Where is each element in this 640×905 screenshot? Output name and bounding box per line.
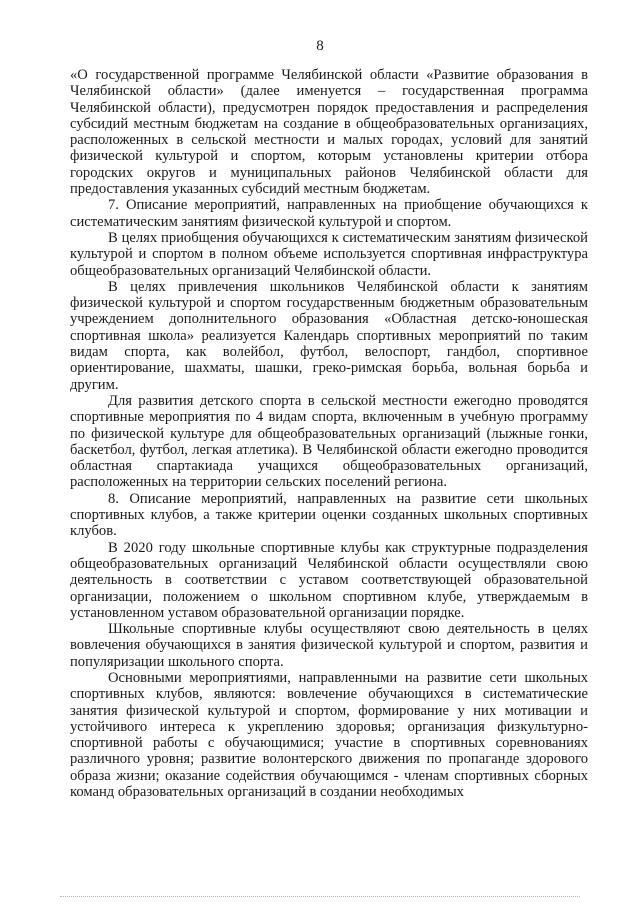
paragraph-clubs-2020: В 2020 году школьные спортивные клубы как структурные подразделения общеобразовательных организаций Челябинской области осуществляли свою деятельность в соответствии с уставом соответствующей образовательной организации, положением о школьном спортивном клубе, утверждаемым в установленном уставом образовательной организации порядке.: [70, 539, 588, 621]
paragraph-main-activities: Основными мероприятиями, направленными на развитие сети школьных спортивных клубов, являются: вовлечение обучающихся в систематические занятия физической культурой и спортом, формирование у них мотивации и устойчивого интереса к укреплению здоровья; организация физкультурно-спортивной работы с обучающимися; участие в спортивных соревнованиях различного уровня; развитие волонтерского движения по пропаганде здорового образа жизни; оказание содействия обучающимся - членам спортивных сборных команд образовательных организаций в создании необходимых: [70, 669, 588, 801]
paragraph-sports-calendar: В целях привлечения школьников Челябинской области к занятиям физической культурой и спортом государственным бюджетным образовательным учреждением дополнительного образования «Областная детско-юношеская спортивная школа» реализуется Календарь спортивных мероприятий по таким видам спорта, как волейбол, футбол, велоспорт, гандбол, спортивное ориентирование, шахматы, шашки, греко-римская борьба, вольная борьба и другим.: [70, 278, 588, 393]
paragraph-rural-sports: Для развития детского спорта в сельской местности ежегодно проводятся спортивные мероприятия по 4 видам спорта, включенным в учебную программу по физической культуре для общеобразовательных организаций (лыжные гонки, баскетбол, футбол, легкая атлетика). В Челябинской области ежегодно проводится областная спартакиада учащихся общеобразовательных организаций, расположенных на территории сельских поселений региона.: [70, 392, 588, 491]
document-body: [70, 67, 588, 800]
page-number: 8: [316, 38, 324, 54]
paragraph-program-continuation: «О государственной программе Челябинской области «Развитие образования в Челябинской области» (далее именуется – государственная программа Челябинской области), предусмотрен порядок предоставления и распределения субсидий местным бюджетам на создание в общеобразовательных организациях, расположенных в сельской местности и малых городах, условий для занятий физической культурой и спортом, которым установлены критерии отбора городских округов и муниципальных районов Челябинской области для предоставления указанных субсидий местным бюджетам.: [70, 67, 588, 198]
paragraph-section-8-heading: 8. Описание мероприятий, направленных на развитие сети школьных спортивных клубов, а также критерии оценки созданных школьных спортивных клубов.: [70, 490, 588, 540]
paragraph-infrastructure: В целях приобщения обучающихся к систематическим занятиям физической культурой и спортом в полном объеме используется спортивная инфраструктура общеобразовательных организаций Челябинской области.: [70, 229, 588, 279]
scan-bottom-edge: [60, 896, 580, 897]
paragraph-clubs-purpose: Школьные спортивные клубы осуществляют свою деятельность в целях вовлечения обучающихся в занятия физической культурой и спортом, развития и популяризации школьного спорта.: [70, 621, 588, 670]
paragraph-section-7-heading: 7. Описание мероприятий, направленных на приобщение обучающихся к систематическим занятиям физической культурой и спортом.: [70, 197, 588, 230]
